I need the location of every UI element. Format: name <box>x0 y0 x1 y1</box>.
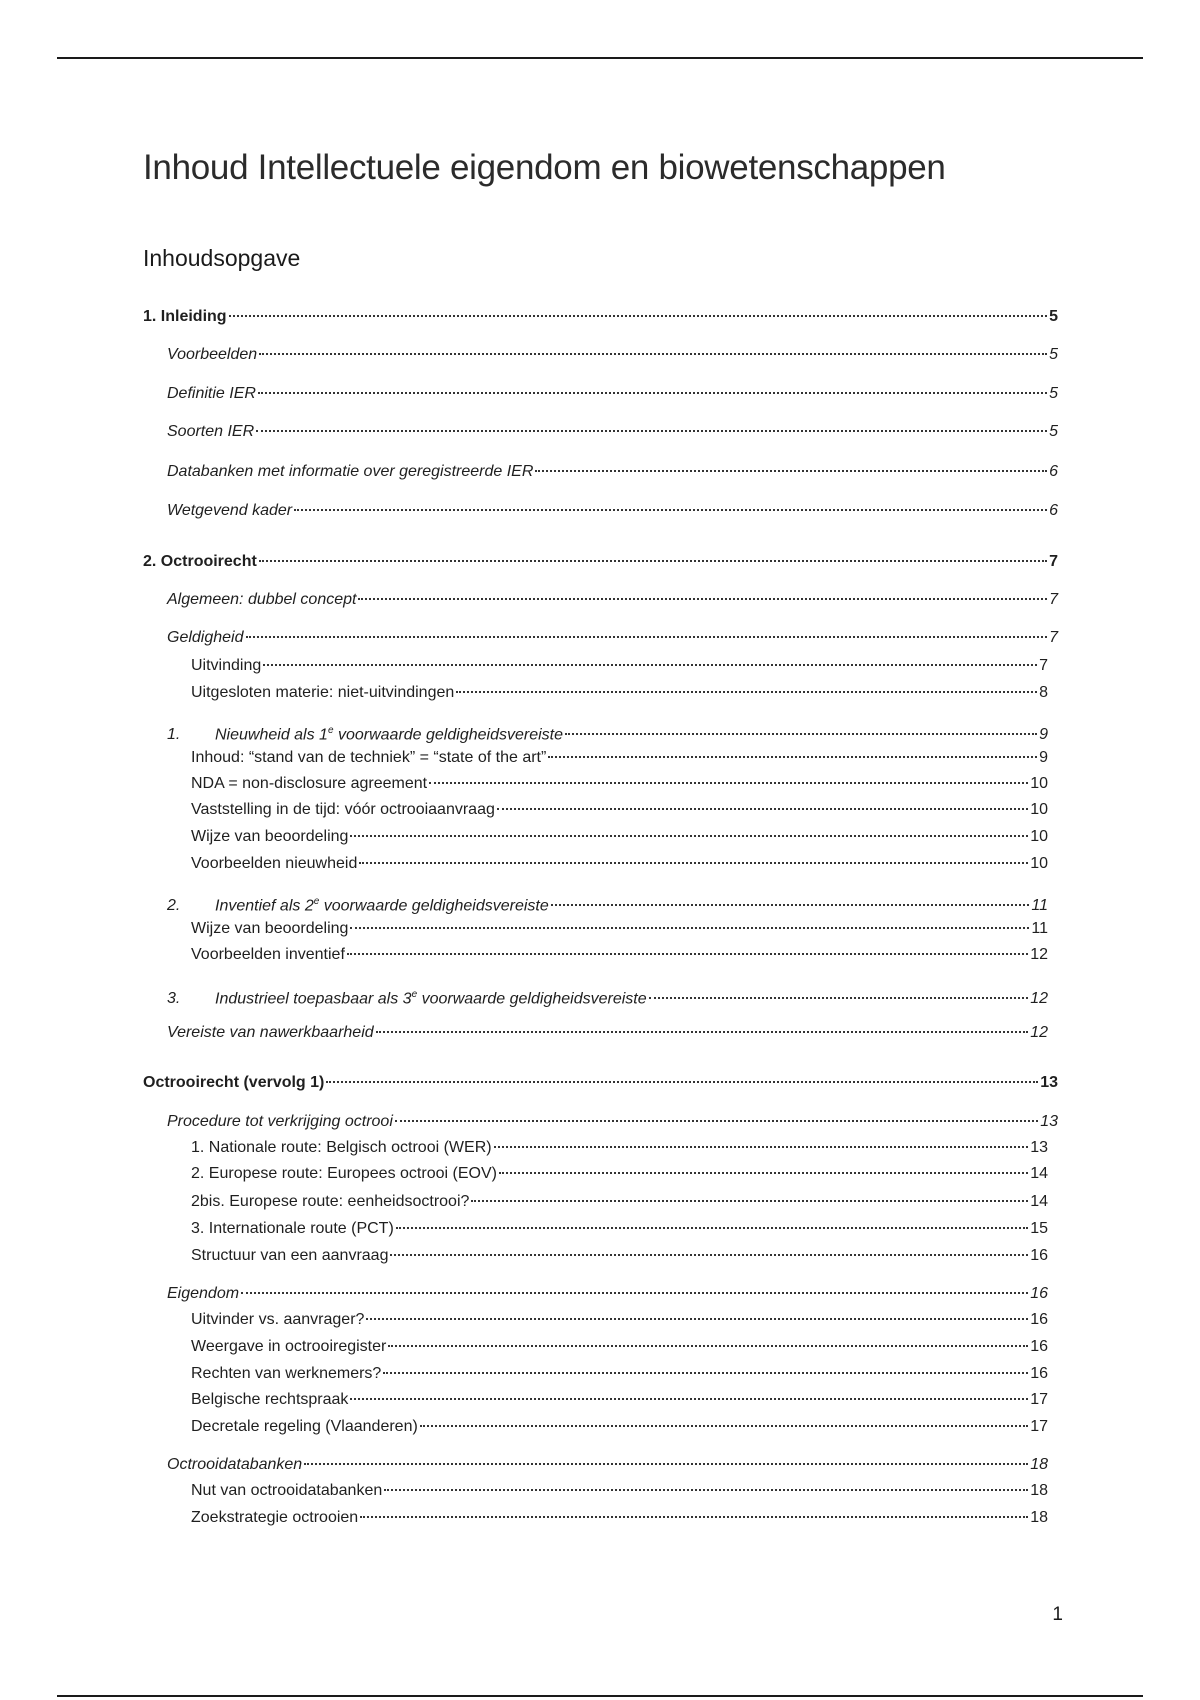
toc-entry-wijze-van-beoordeling[interactable] <box>191 827 1048 847</box>
toc-entry-page: 8 <box>1039 684 1048 701</box>
toc-entry-page: 6 <box>1049 463 1058 480</box>
dot-leader <box>259 560 1047 562</box>
toc-entry-procedure[interactable] <box>167 1112 1058 1132</box>
toc-entry-nut-octrooidatabanken[interactable] <box>191 1481 1048 1501</box>
toc-entry-label <box>167 721 563 745</box>
toc-entry-octrooiregister[interactable] <box>191 1337 1048 1357</box>
toc-entry-page: 12 <box>1030 1024 1048 1041</box>
toc-entry-label: Vereiste van nawerkbaarheid <box>167 1024 374 1041</box>
toc-entry-label: Voorbeelden <box>167 346 258 363</box>
toc-entry-nationale-route[interactable] <box>191 1138 1048 1158</box>
top-rule <box>57 57 1143 59</box>
toc-entry-label: Vaststelling in de tijd: vóór octrooiaanvraag <box>191 801 495 818</box>
toc-entry-page: 16 <box>1030 1338 1048 1355</box>
toc-entry-label: Databanken met informatie over geregistreerde IER <box>167 463 534 480</box>
toc-entry-page: 14 <box>1030 1165 1048 1182</box>
toc-entry-label: 1. Inleiding <box>143 308 227 325</box>
dot-leader <box>259 353 1047 355</box>
toc-entry-page: 7 <box>1049 553 1058 570</box>
toc-entry-page: 7 <box>1049 591 1058 608</box>
toc-entry-page: 18 <box>1030 1456 1048 1473</box>
toc-entry-label-text: voorwaarde geldigheidsvereiste <box>333 726 563 744</box>
toc-entry-page: 16 <box>1030 1285 1048 1302</box>
dot-leader <box>429 782 1028 784</box>
toc-entry-page: 10 <box>1030 801 1048 818</box>
dot-leader <box>359 862 1028 864</box>
dot-leader <box>358 598 1047 600</box>
toc-entry-page: 10 <box>1030 775 1048 792</box>
toc-entry-vaststelling[interactable] <box>191 800 1048 820</box>
document-title: Inhoud Intellectuele eigendom en biowetenschappen <box>143 148 946 187</box>
toc-entry-voorbeelden[interactable] <box>167 345 1058 365</box>
toc-entry-europese-route[interactable] <box>191 1164 1048 1184</box>
toc-entry-page: 9 <box>1039 749 1048 766</box>
toc-entry-label: Weergave in octrooiregister <box>191 1338 387 1355</box>
toc-entry-label-text: Industrieel toepasbaar als 3 <box>215 990 412 1008</box>
toc-entry-page: 13 <box>1030 1139 1048 1156</box>
dot-leader <box>396 1227 1028 1229</box>
toc-entry-page: 18 <box>1030 1509 1048 1526</box>
dot-leader <box>565 733 1037 735</box>
toc-entry-label: Belgische rechtspraak <box>191 1391 349 1408</box>
toc-entry-page: 11 <box>1031 897 1048 915</box>
toc-entry-page: 5 <box>1049 385 1058 402</box>
toc-entry-number: 2. <box>167 897 181 915</box>
dot-leader <box>347 953 1028 955</box>
toc-entry-number: 3. <box>167 990 181 1008</box>
toc-entry-rechten-werknemers[interactable] <box>191 1364 1048 1384</box>
dot-leader <box>551 904 1030 906</box>
toc-entry-algemeen[interactable] <box>167 590 1058 610</box>
toc-entry-industrieel-toepasbaar[interactable] <box>167 985 1048 1008</box>
toc-entry-page: 15 <box>1030 1220 1048 1237</box>
toc-entry-page: 7 <box>1039 657 1048 674</box>
toc-entry-label: Uitgesloten materie: niet-uitvindingen <box>191 684 455 701</box>
toc-entry-wijze-van-beoordeling-2[interactable] <box>191 919 1048 939</box>
toc-entry-page: 16 <box>1030 1365 1048 1382</box>
toc-entry-eigendom[interactable] <box>167 1284 1048 1304</box>
toc-entry-page: 9 <box>1039 726 1048 744</box>
dot-leader <box>499 1172 1028 1174</box>
toc-entry-stand-van-de-techniek[interactable] <box>191 748 1048 768</box>
bottom-rule <box>57 1695 1143 1697</box>
toc-entry-label-text: Inventief als 2 <box>215 897 314 915</box>
toc-entry-octrooirecht-vervolg[interactable] <box>143 1073 1058 1093</box>
toc-entry-inventief[interactable] <box>167 892 1048 915</box>
toc-entry-voorbeelden-nieuwheid[interactable] <box>191 854 1048 874</box>
toc-entry-page: 11 <box>1031 920 1048 937</box>
toc-entry-databanken[interactable] <box>167 462 1058 482</box>
dot-leader <box>258 392 1047 394</box>
toc-entry-structuur-aanvraag[interactable] <box>191 1246 1048 1266</box>
superscript: e <box>327 725 334 736</box>
dot-leader <box>497 808 1028 810</box>
dot-leader <box>246 636 1048 638</box>
dot-leader <box>376 1031 1029 1033</box>
page-number: 1 <box>1052 1604 1063 1625</box>
toc-entry-uitvinding[interactable] <box>191 656 1048 676</box>
toc-entry-page: 5 <box>1049 308 1058 325</box>
toc-entry-page: 16 <box>1030 1311 1048 1328</box>
toc-entry-page: 13 <box>1040 1113 1058 1130</box>
toc-entry-label-text: Nieuwheid als 1 <box>215 726 328 744</box>
toc-entry-page: 17 <box>1030 1391 1048 1408</box>
toc-entry-label: Eigendom <box>167 1285 240 1302</box>
dot-leader <box>350 1398 1028 1400</box>
dot-leader <box>395 1120 1038 1122</box>
dot-leader <box>649 997 1029 999</box>
toc-entry-page: 16 <box>1030 1247 1048 1264</box>
toc-entry-label-text: voorwaarde geldigheidsvereiste <box>417 990 647 1008</box>
toc-entry-uitgesloten-materie[interactable] <box>191 683 1048 703</box>
toc-entry-label: Wijze van beoordeling <box>191 920 349 937</box>
toc-entry-label: Voorbeelden nieuwheid <box>191 855 358 872</box>
toc-entry-label: Voorbeelden inventief <box>191 946 345 963</box>
toc-entry-nieuwheid[interactable] <box>167 721 1048 744</box>
toc-entry-label: Wetgevend kader <box>167 502 293 519</box>
dot-leader <box>256 430 1047 432</box>
toc-entry-label-text: voorwaarde geldigheidsvereiste <box>319 897 549 915</box>
toc-entry-label: 1. Nationale route: Belgisch octrooi (WER) <box>191 1139 492 1156</box>
dot-leader <box>384 1489 1028 1491</box>
toc-entry-page: 10 <box>1030 828 1048 845</box>
toc-entry-page: 14 <box>1030 1193 1048 1210</box>
toc-entry-label: 2. Europese route: Europees octrooi (EOV) <box>191 1165 497 1182</box>
dot-leader <box>390 1254 1028 1256</box>
toc-entry-page: 10 <box>1030 855 1048 872</box>
toc-entry-zoekstrategie[interactable] <box>191 1508 1048 1528</box>
toc-entry-eenheidsoctrooi[interactable] <box>191 1192 1048 1212</box>
toc-entry-label: Wijze van beoordeling <box>191 828 349 845</box>
dot-leader <box>241 1292 1028 1294</box>
dot-leader <box>494 1146 1029 1148</box>
toc-entry-page: 5 <box>1049 423 1058 440</box>
dot-leader <box>350 927 1029 929</box>
toc-entry-label: Soorten IER <box>167 423 255 440</box>
toc-entry-wetgevend-kader[interactable] <box>167 501 1058 521</box>
toc-entry-label: Algemeen: dubbel concept <box>167 591 357 608</box>
toc-entry-label: Inhoud: “stand van de techniek” = “state of the art” <box>191 749 547 766</box>
dot-leader <box>263 664 1037 666</box>
dot-leader <box>350 835 1028 837</box>
dot-leader <box>456 691 1037 693</box>
toc-entry-label: Decretale regeling (Vlaanderen) <box>191 1418 418 1435</box>
toc-entry-nda[interactable] <box>191 774 1048 794</box>
toc-entry-geldigheid[interactable] <box>167 628 1058 648</box>
toc-entry-label: 2bis. Europese route: eenheidsoctrooi? <box>191 1193 470 1210</box>
toc-entry-label: Zoekstrategie octrooien <box>191 1509 359 1526</box>
toc-entry-label: Geldigheid <box>167 629 244 646</box>
toc-entry-internationale-route[interactable] <box>191 1219 1048 1239</box>
toc-entry-octrooirecht[interactable] <box>143 552 1058 572</box>
dot-leader <box>360 1516 1028 1518</box>
dot-leader <box>383 1372 1028 1374</box>
dot-leader <box>229 315 1048 317</box>
superscript: e <box>411 989 418 1000</box>
toc-entry-label: Uitvinder vs. aanvrager? <box>191 1311 365 1328</box>
toc-entry-page: 12 <box>1030 990 1048 1008</box>
toc-entry-label: Octrooidatabanken <box>167 1456 303 1473</box>
toc-entry-label: Procedure tot verkrijging octrooi <box>167 1113 393 1130</box>
dot-leader <box>471 1200 1028 1202</box>
toc-entry-nawerkbaarheid[interactable] <box>167 1023 1048 1043</box>
toc-entry-label: NDA = non-disclosure agreement <box>191 775 428 792</box>
toc-entry-page: 18 <box>1030 1482 1048 1499</box>
toc-entry-belgische-rechtspraak[interactable] <box>191 1390 1048 1410</box>
dot-leader <box>388 1345 1028 1347</box>
dot-leader <box>304 1463 1028 1465</box>
toc-entry-label <box>167 985 647 1009</box>
toc-entry-page: 7 <box>1049 629 1058 646</box>
toc-entry-page: 17 <box>1030 1418 1048 1435</box>
toc-entry-label: Structuur van een aanvraag <box>191 1247 389 1264</box>
toc-entry-voorbeelden-inventief[interactable] <box>191 945 1048 965</box>
toc-entry-label: Definitie IER <box>167 385 256 402</box>
toc-entry-soorten-ier[interactable] <box>167 422 1058 442</box>
toc-entry-label: Octrooirecht (vervolg 1) <box>143 1074 325 1091</box>
toc-entry-label: 2. Octrooirecht <box>143 553 257 570</box>
dot-leader <box>535 470 1047 472</box>
toc-entry-label: Nut van octrooidatabanken <box>191 1482 383 1499</box>
dot-leader <box>366 1318 1028 1320</box>
toc-entry-octrooidatabanken[interactable] <box>167 1455 1048 1475</box>
dot-leader <box>326 1081 1038 1083</box>
superscript: e <box>313 896 320 907</box>
toc-entry-definitie-ier[interactable] <box>167 384 1058 404</box>
dot-leader <box>420 1425 1028 1427</box>
toc-entry-inleiding[interactable] <box>143 307 1058 327</box>
toc-entry-number: 1. <box>167 726 181 744</box>
toc-heading: Inhoudsopgave <box>143 245 301 271</box>
toc-entry-page: 5 <box>1049 346 1058 363</box>
toc-entry-page: 6 <box>1049 502 1058 519</box>
dot-leader <box>294 509 1047 511</box>
toc-entry-label: 3. Internationale route (PCT) <box>191 1220 394 1237</box>
toc-entry-decretale-regeling[interactable] <box>191 1417 1048 1437</box>
toc-entry-page: 13 <box>1040 1074 1058 1091</box>
toc-entry-uitvinder-vs-aanvrager[interactable] <box>191 1310 1048 1330</box>
toc-entry-label: Uitvinding <box>191 657 262 674</box>
dot-leader <box>548 756 1037 758</box>
toc-entry-label <box>167 892 549 916</box>
toc-entry-label: Rechten van werknemers? <box>191 1365 382 1382</box>
toc-entry-page: 12 <box>1030 946 1048 963</box>
